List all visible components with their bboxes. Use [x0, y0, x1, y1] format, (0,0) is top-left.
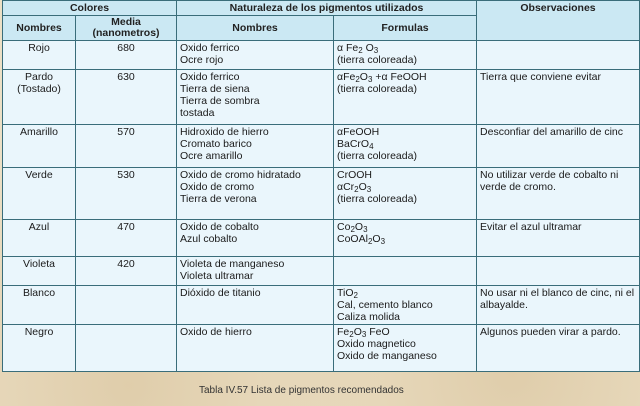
cell-color-name: Blanco	[3, 286, 76, 325]
cell-pigment-names	[177, 70, 334, 125]
formula-subscript: 2	[355, 75, 360, 84]
table-header	[3, 1, 640, 41]
formula-line	[337, 299, 473, 311]
cell-formulas	[334, 286, 477, 325]
header-colores: Colores	[3, 1, 177, 16]
formula-line	[337, 71, 473, 83]
formula-subscript: 3	[367, 75, 373, 84]
formula-subscript: 3	[361, 330, 367, 339]
formula-text: O	[362, 42, 374, 54]
formula-line	[337, 350, 473, 362]
header-naturaleza: Naturaleza de los pigmentos utilizados	[177, 1, 477, 16]
formula-line	[337, 169, 473, 181]
formula-text: O	[354, 221, 364, 233]
cell-media: 420	[76, 257, 177, 286]
pigment-name: Tierra de siena	[180, 83, 250, 95]
formula-text: Oxido de manganeso	[337, 350, 437, 362]
header-nombres-pigmentos: Nombres	[177, 16, 334, 41]
cell-media	[76, 286, 177, 325]
formula-line	[337, 193, 473, 205]
cell-formulas	[334, 325, 477, 372]
formula-text: CrOOH	[337, 169, 372, 181]
formula-text: CoOAl	[337, 233, 368, 245]
pigment-name: Dióxido de titanio	[180, 287, 261, 299]
cell-formulas	[334, 257, 477, 286]
cell-formulas	[334, 168, 477, 220]
cell-color-name: Amarillo	[3, 125, 76, 168]
pigment-name: Ocre amarillo	[180, 150, 243, 162]
pigment-name: Violeta de manganeso	[180, 258, 285, 270]
formula-line	[337, 311, 473, 323]
cell-observaciones: Evitar el azul ultramar	[477, 220, 640, 257]
formula-line	[337, 42, 473, 54]
formula-subscript: 2	[367, 237, 373, 246]
formula-line	[337, 233, 473, 245]
formula-text: O	[372, 233, 381, 245]
pigment-name: Oxido de cromo hidratado	[180, 169, 301, 181]
table-row	[3, 41, 640, 70]
pigment-name: Violeta ultramar	[180, 270, 254, 282]
pigment-name: Hidroxido de hierro	[180, 126, 269, 138]
formula-text: +α FeOOH	[372, 71, 427, 83]
formula-line	[337, 150, 473, 162]
table-row	[3, 220, 640, 257]
cell-media: 470	[76, 220, 177, 257]
formula-line	[337, 83, 473, 95]
cell-color-name: Pardo (Tostado)	[3, 70, 76, 125]
cell-media: 680	[76, 41, 177, 70]
table-body	[3, 41, 640, 372]
cell-observaciones: No usar ni el blanco de cinc, ni el albayalde.	[477, 286, 640, 325]
formula-subscript: 2	[358, 46, 363, 55]
pigment-name: Oxido de hierro	[180, 326, 252, 338]
cell-observaciones: Tierra que conviene evitar	[477, 70, 640, 125]
formula-line	[337, 126, 473, 138]
header-nombres: Nombres	[3, 16, 76, 41]
formula-line	[337, 326, 473, 338]
cell-media: 530	[76, 168, 177, 220]
formula-text: Oxido magnetico	[337, 338, 416, 350]
pigment-name: Tierra de sombra	[180, 95, 260, 107]
pigment-name: Ocre rojo	[180, 54, 224, 66]
cell-observaciones	[477, 257, 640, 286]
table-row	[3, 325, 640, 372]
formula-text: TiO	[337, 287, 354, 299]
formula-text: α Fe	[337, 42, 359, 54]
table-row	[3, 286, 640, 325]
cell-formulas	[334, 70, 477, 125]
pigment-name: Cromato barico	[180, 138, 252, 150]
header-media	[76, 16, 177, 41]
cell-color-name: Violeta	[3, 257, 76, 286]
formula-line	[337, 138, 473, 150]
cell-pigment-names	[177, 257, 334, 286]
table-row	[3, 168, 640, 220]
cell-observaciones: Desconfiar del amarillo de cinc	[477, 125, 640, 168]
formula-subscript: 3	[380, 237, 386, 246]
formula-text: O	[359, 71, 368, 83]
table-caption: Tabla IV.57 Lista de pigmentos recomendados	[199, 385, 404, 396]
pigment-name: tostada	[180, 107, 215, 119]
pigment-name: Azul cobalto	[180, 233, 238, 245]
pigment-name: Oxido de cromo	[180, 181, 255, 193]
cell-observaciones: Algunos pueden virar a pardo.	[477, 325, 640, 372]
cell-observaciones	[477, 41, 640, 70]
formula-text: Co	[337, 221, 351, 233]
formula-text: αCr	[337, 181, 355, 193]
pigment-name: Oxido de cobalto	[180, 221, 259, 233]
formula-text: Caliza molida	[337, 311, 401, 323]
formula-text: (tierra coloreada)	[337, 83, 417, 95]
pigment-name: Oxido ferrico	[180, 71, 240, 83]
pigments-table-container	[2, 0, 639, 368]
cell-pigment-names	[177, 325, 334, 372]
formula-subscript: 4	[369, 142, 374, 151]
pigment-name: Tierra de verona	[180, 193, 257, 205]
formula-subscript: 3	[366, 185, 372, 194]
cell-media: 570	[76, 125, 177, 168]
formula-text: FeO	[366, 326, 390, 338]
table-row	[3, 257, 640, 286]
formula-line	[337, 287, 473, 299]
cell-pigment-names	[177, 125, 334, 168]
cell-observaciones: No utilizar verde de cobalto ni verde de cromo.	[477, 168, 640, 220]
pigment-name: Oxido ferrico	[180, 42, 240, 54]
table-row	[3, 125, 640, 168]
header-observaciones: Observaciones	[477, 1, 640, 41]
cell-pigment-names	[177, 41, 334, 70]
cell-color-name: Negro	[3, 325, 76, 372]
formula-text: (tierra coloreada)	[337, 54, 417, 66]
formula-text: (tierra coloreada)	[337, 150, 417, 162]
formula-subscript: 3	[363, 225, 368, 234]
cell-media	[76, 325, 177, 372]
cell-formulas	[334, 125, 477, 168]
cell-color-name: Rojo	[3, 41, 76, 70]
formula-subscript: 2	[353, 291, 358, 300]
formula-line	[337, 338, 473, 350]
formula-line	[337, 54, 473, 66]
formula-line	[337, 181, 473, 193]
formula-text: αFeOOH	[337, 126, 380, 138]
formula-text: Fe	[337, 326, 350, 338]
formula-text: BaCrO	[337, 138, 370, 150]
cell-media: 630	[76, 70, 177, 125]
formula-text: Cal, cemento blanco	[337, 299, 433, 311]
header-media-text: Media (nanometros)	[92, 16, 160, 39]
table-row	[3, 70, 640, 125]
cell-formulas	[334, 41, 477, 70]
formula-text: O	[358, 181, 367, 193]
formula-text: O	[353, 326, 362, 338]
formula-text: αFe	[337, 71, 356, 83]
formula-subscript: 3	[373, 46, 379, 55]
formula-text: (tierra coloreada)	[337, 193, 417, 205]
cell-color-name: Azul	[3, 220, 76, 257]
cell-pigment-names	[177, 168, 334, 220]
formula-subscript: 2	[350, 225, 355, 234]
cell-pigment-names	[177, 286, 334, 325]
formula-subscript: 2	[349, 330, 354, 339]
header-formulas: Formulas	[334, 16, 477, 41]
cell-color-name: Verde	[3, 168, 76, 220]
formula-line	[337, 221, 473, 233]
pigments-table	[2, 0, 640, 372]
cell-formulas	[334, 220, 477, 257]
cell-pigment-names	[177, 220, 334, 257]
formula-subscript: 2	[354, 185, 359, 194]
